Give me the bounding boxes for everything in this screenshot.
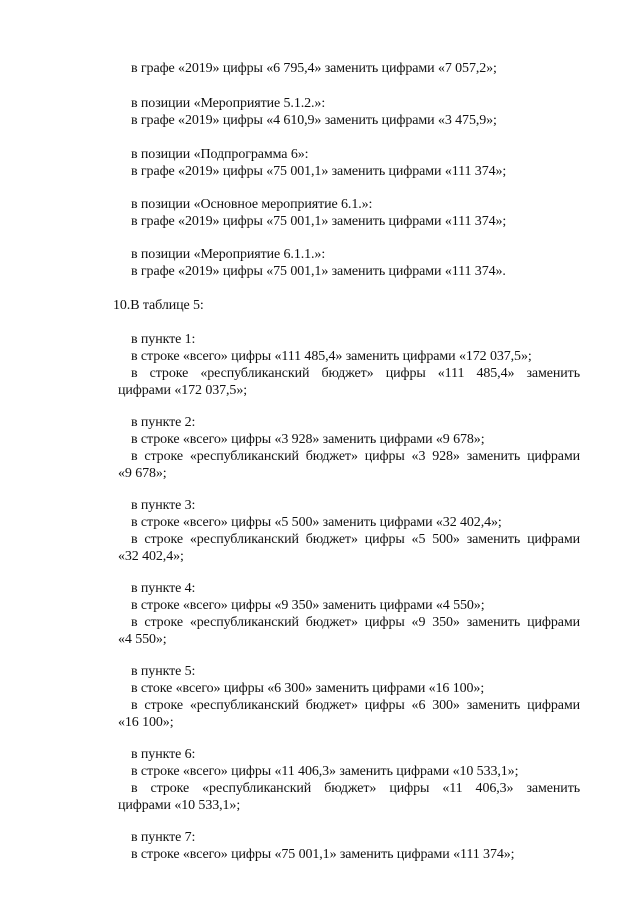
item-heading: в пункте 7: [131, 830, 196, 845]
text-line: в строке «всего» цифры «9 350» заменить цифрами «4 550»; [131, 598, 485, 613]
item-heading: в пункте 1: [131, 332, 196, 347]
text-line: цифрами «172 037,5»; [118, 383, 248, 398]
text-line: в строке «всего» цифры «3 928» заменить цифрами «9 678»; [131, 432, 485, 447]
item-heading: в пункте 4: [131, 581, 196, 596]
text-line: «9 678»; [118, 466, 167, 481]
text-line: в строке «всего» цифры «111 485,4» заменить цифрами «172 037,5»; [131, 349, 532, 364]
text-line: в строке «республиканский бюджет» цифры «11 406,3» заменить [131, 781, 580, 796]
text-line: в строке «республиканский бюджет» цифры «3 928» заменить цифрами [131, 449, 580, 464]
text-line: в строке «всего» цифры «75 001,1» заменить цифрами «111 374»; [131, 847, 515, 862]
text-line: в строке «всего» цифры «5 500» заменить цифрами «32 402,4»; [131, 515, 502, 530]
item-heading: в пункте 3: [131, 498, 196, 513]
item-heading: в пункте 6: [131, 747, 196, 762]
text-line: «4 550»; [118, 632, 167, 647]
text-line: в позиции «Подпрограмма 6»: [131, 147, 309, 162]
text-line: в позиции «Основное мероприятие 6.1.»: [131, 197, 373, 212]
text-line: в графе «2019» цифры «75 001,1» заменить цифрами «111 374»; [131, 214, 507, 229]
item-heading: в пункте 2: [131, 415, 196, 430]
text-line: в строке «республиканский бюджет» цифры «9 350» заменить цифрами [131, 615, 580, 630]
text-line: в графе «2019» цифры «75 001,1» заменить цифрами «111 374»; [131, 164, 507, 179]
section-heading: 10.В таблице 5: [113, 298, 204, 313]
text-line: в позиции «Мероприятие 5.1.2.»: [131, 96, 326, 111]
text-line: в графе «2019» цифры «6 795,4» заменить цифрами «7 057,2»; [131, 61, 497, 76]
item-heading: в пункте 5: [131, 664, 196, 679]
text-line: в графе «2019» цифры «75 001,1» заменить цифрами «111 374». [131, 264, 506, 279]
text-line: в строке «всего» цифры «11 406,3» заменить цифрами «10 533,1»; [131, 764, 519, 779]
text-line: в строке «республиканский бюджет» цифры «5 500» заменить цифрами [131, 532, 580, 547]
text-line: в строке «республиканский бюджет» цифры «6 300» заменить цифрами [131, 698, 580, 713]
text-line: в строке «республиканский бюджет» цифры «111 485,4» заменить [131, 366, 580, 381]
text-line: в стоке «всего» цифры «6 300» заменить цифрами «16 100»; [131, 681, 485, 696]
text-line: «16 100»; [118, 715, 174, 730]
text-line: в графе «2019» цифры «4 610,9» заменить цифрами «3 475,9»; [131, 113, 497, 128]
text-line: в позиции «Мероприятие 6.1.1.»: [131, 247, 326, 262]
text-line: «32 402,4»; [118, 549, 184, 564]
text-line: цифрами «10 533,1»; [118, 798, 241, 813]
